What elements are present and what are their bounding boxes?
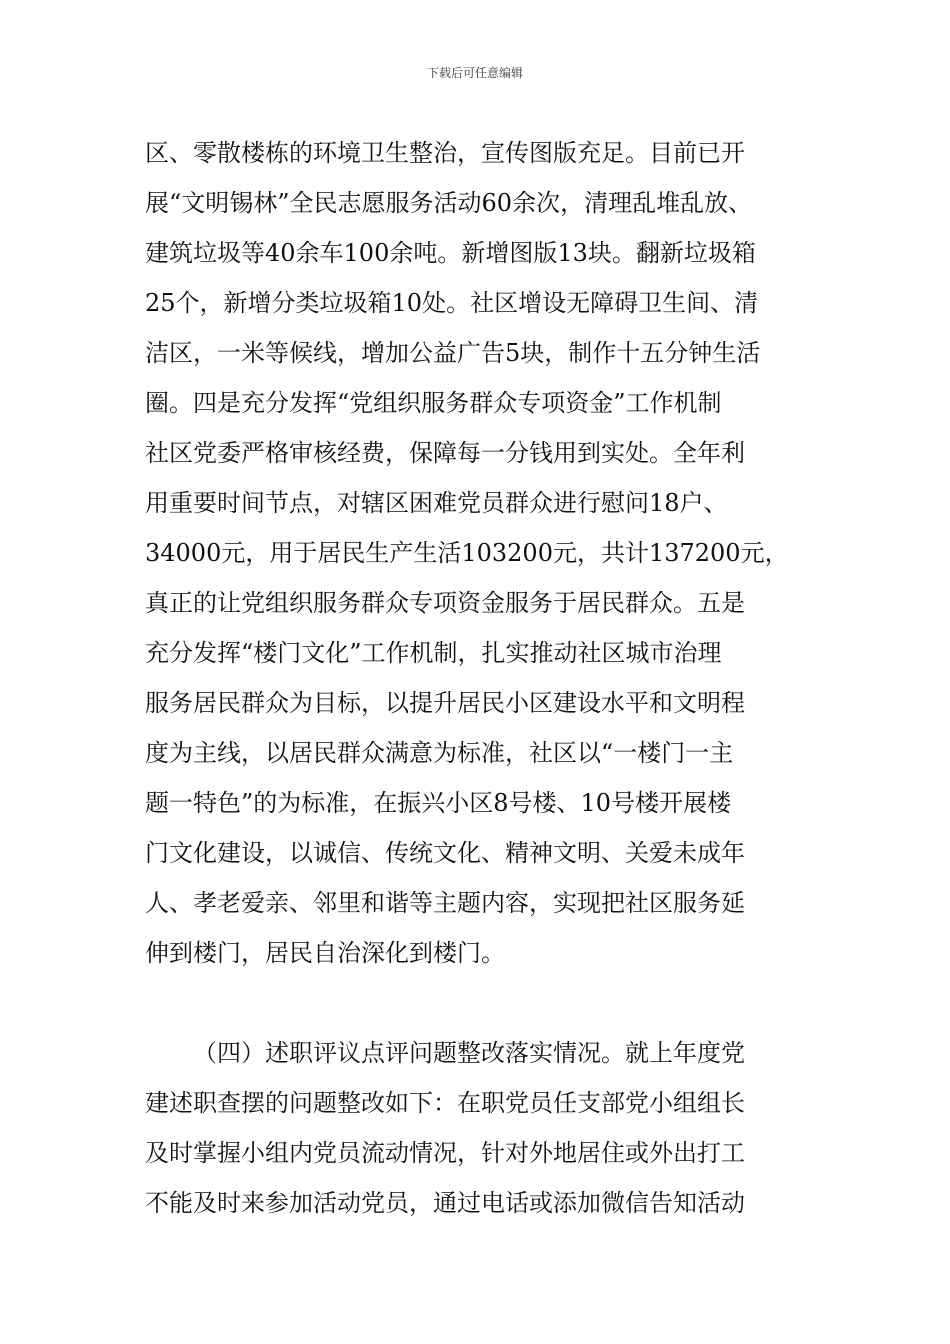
text-line: 及时掌握小组内党员流动情况，针对外地居住或外出打工 bbox=[145, 1139, 745, 1167]
text-line: 建述职查摆的问题整改如下：在职党员任支部党小组组长 bbox=[145, 1089, 745, 1117]
text-line: （四）述职评议点评问题整改落实情况。就上年度党 bbox=[193, 1039, 745, 1067]
paragraph-1 bbox=[145, 128, 825, 978]
text-line: 人、孝老爱亲、邻里和谐等主题内容，实现把社区服务延 bbox=[145, 889, 745, 917]
text-line: 展“文明锡林”全民志愿服务活动60余次，清理乱堆乱放、 bbox=[145, 189, 753, 217]
text-line: 25个，新增分类垃圾箱10处。社区增设无障碍卫生间、清 bbox=[145, 289, 759, 317]
text-line: 洁区，一米等候线，增加公益广告5块，制作十五分钟生活 bbox=[145, 339, 761, 367]
text-line: 伸到楼门，居民自治深化到楼门。 bbox=[145, 939, 505, 967]
text-line: 度为主线，以居民群众满意为标准，社区以“一楼门一主 bbox=[145, 739, 734, 767]
text-line: 34000元，用于居民生产生活103200元，共计137200元， bbox=[145, 539, 789, 567]
text-line: 充分发挥“楼门文化”工作机制，扎实推动社区城市治理 bbox=[145, 639, 722, 667]
paragraph-spacer bbox=[145, 978, 825, 1028]
text-line: 服务居民群众为目标，以提升居民小区建设水平和文明程 bbox=[145, 689, 745, 717]
text-line: 门文化建设，以诚信、传统文化、精神文明、关爱未成年 bbox=[145, 839, 745, 867]
text-line: 社区党委严格审核经费，保障每一分钱用到实处。全年利 bbox=[145, 439, 745, 467]
text-line: 题一特色”的为标准，在振兴小区8号楼、10号楼开展楼 bbox=[145, 789, 732, 817]
document-body bbox=[145, 128, 825, 1228]
paragraph-2 bbox=[145, 1028, 825, 1228]
page-header: 下载后可任意编辑 bbox=[426, 66, 523, 80]
text-line: 区、零散楼栋的环境卫生整治，宣传图版充足。目前已开 bbox=[145, 139, 745, 167]
text-line: 建筑垃圾等40余车100余吨。新增图版13块。翻新垃圾箱 bbox=[145, 239, 756, 267]
text-line: 不能及时来参加活动党员，通过电话或添加微信告知活动 bbox=[145, 1189, 745, 1217]
text-line: 真正的让党组织服务群众专项资金服务于居民群众。五是 bbox=[145, 589, 745, 617]
text-line: 圈。四是充分发挥“党组织服务群众专项资金”工作机制 bbox=[145, 389, 722, 417]
text-line: 用重要时间节点，对辖区困难党员群众进行慰问18户、 bbox=[145, 489, 728, 517]
